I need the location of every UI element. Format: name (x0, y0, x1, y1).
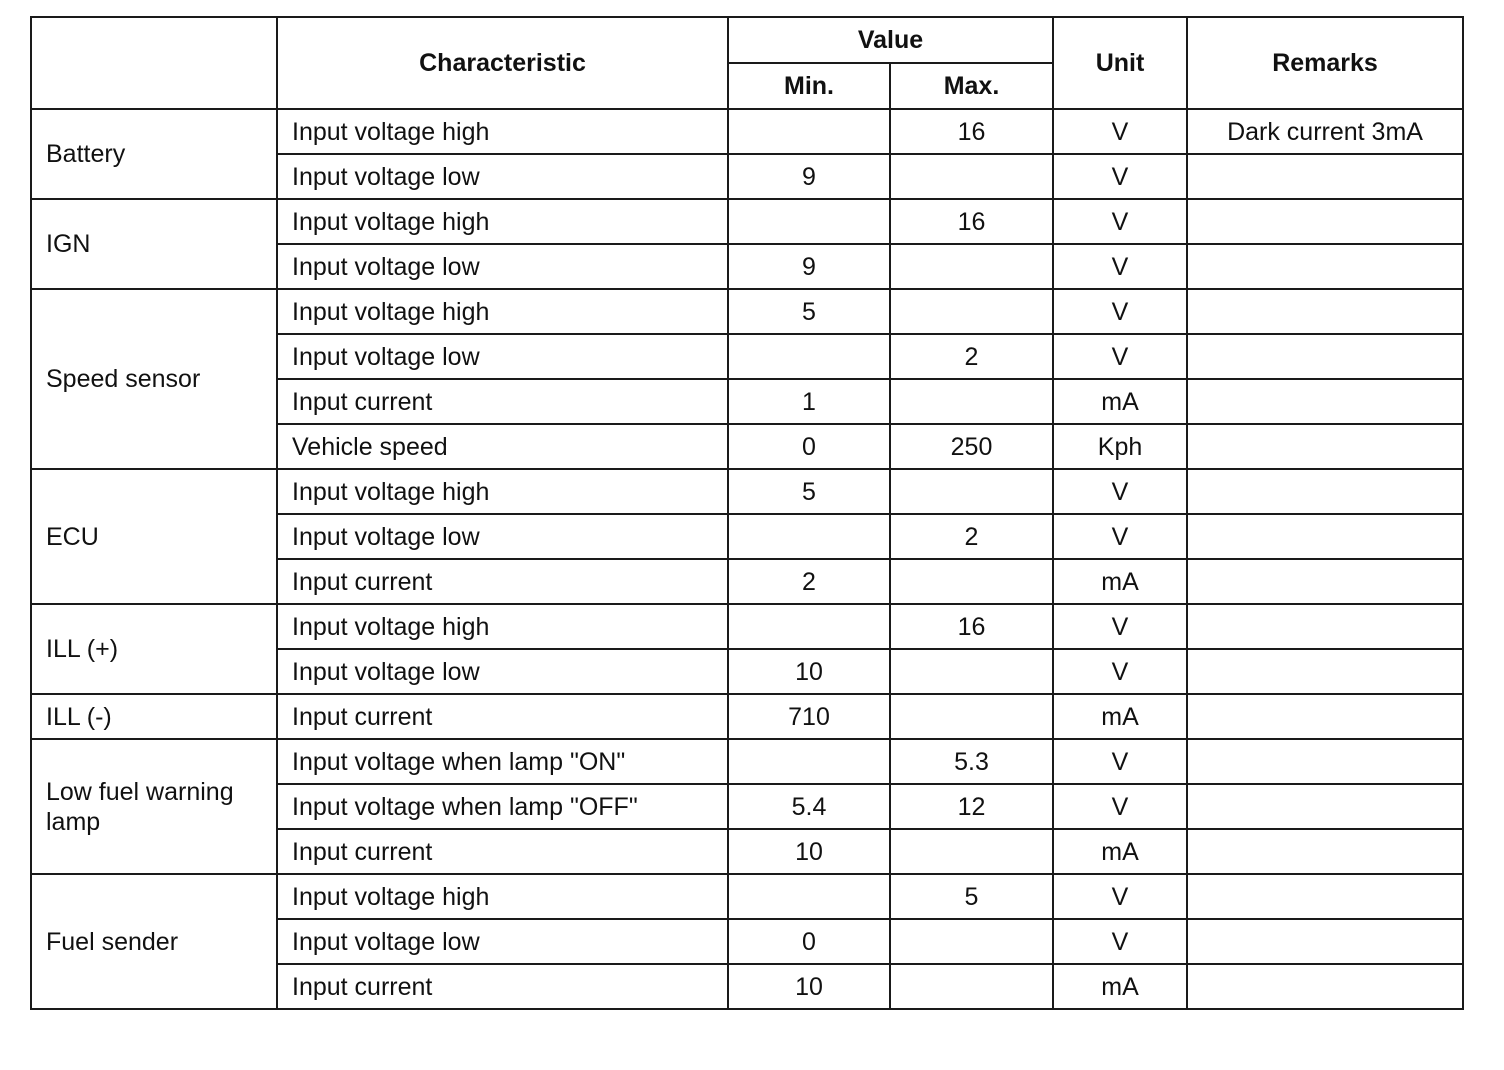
max-cell: 16 (890, 199, 1053, 244)
min-cell (728, 874, 890, 919)
remarks-cell (1187, 289, 1463, 334)
group-label: ILL (-) (31, 694, 277, 739)
min-cell: 9 (728, 244, 890, 289)
unit-cell: V (1053, 109, 1187, 154)
characteristic-cell: Input current (277, 694, 728, 739)
max-cell (890, 919, 1053, 964)
min-cell: 5 (728, 469, 890, 514)
header-unit: Unit (1053, 17, 1187, 109)
header-characteristic: Characteristic (277, 17, 728, 109)
remarks-cell (1187, 919, 1463, 964)
unit-cell: mA (1053, 964, 1187, 1009)
unit-cell: mA (1053, 829, 1187, 874)
max-cell (890, 244, 1053, 289)
remarks-cell (1187, 334, 1463, 379)
min-cell: 9 (728, 154, 890, 199)
group-label: ILL (+) (31, 604, 277, 694)
max-cell: 5.3 (890, 739, 1053, 784)
table-row (31, 604, 1463, 649)
table-header (31, 17, 1463, 109)
group-label: Battery (31, 109, 277, 199)
min-cell (728, 109, 890, 154)
min-cell: 10 (728, 649, 890, 694)
max-cell: 5 (890, 874, 1053, 919)
table-body (31, 109, 1463, 1009)
min-cell: 2 (728, 559, 890, 604)
unit-cell: mA (1053, 379, 1187, 424)
characteristic-cell: Input voltage high (277, 874, 728, 919)
min-cell: 0 (728, 919, 890, 964)
unit-cell: V (1053, 514, 1187, 559)
unit-cell: V (1053, 874, 1187, 919)
characteristic-cell: Input voltage when lamp "ON" (277, 739, 728, 784)
characteristic-cell: Input voltage high (277, 199, 728, 244)
table-row (31, 874, 1463, 919)
remarks-cell (1187, 739, 1463, 784)
remarks-cell (1187, 964, 1463, 1009)
max-cell: 16 (890, 109, 1053, 154)
group-label: Low fuel warning lamp (31, 739, 277, 874)
remarks-cell (1187, 469, 1463, 514)
header-remarks: Remarks (1187, 17, 1463, 109)
characteristic-cell: Input voltage low (277, 334, 728, 379)
unit-cell: V (1053, 739, 1187, 784)
characteristic-cell: Input current (277, 379, 728, 424)
unit-cell: mA (1053, 559, 1187, 604)
table-row (31, 469, 1463, 514)
unit-cell: V (1053, 604, 1187, 649)
group-label: ECU (31, 469, 277, 604)
unit-cell: V (1053, 784, 1187, 829)
characteristic-cell: Input voltage low (277, 154, 728, 199)
remarks-cell (1187, 244, 1463, 289)
remarks-cell (1187, 154, 1463, 199)
table-row (31, 199, 1463, 244)
remarks-cell (1187, 649, 1463, 694)
unit-cell: mA (1053, 694, 1187, 739)
unit-cell: Kph (1053, 424, 1187, 469)
group-label: IGN (31, 199, 277, 289)
characteristic-cell: Input current (277, 829, 728, 874)
characteristic-cell: Input voltage low (277, 514, 728, 559)
unit-cell: V (1053, 469, 1187, 514)
remarks-cell (1187, 559, 1463, 604)
table-row (31, 289, 1463, 334)
max-cell (890, 694, 1053, 739)
min-cell (728, 604, 890, 649)
table-row (31, 694, 1463, 739)
unit-cell: V (1053, 649, 1187, 694)
min-cell (728, 199, 890, 244)
remarks-cell: Dark current 3mA (1187, 109, 1463, 154)
remarks-cell (1187, 604, 1463, 649)
unit-cell: V (1053, 244, 1187, 289)
characteristic-cell: Input voltage low (277, 919, 728, 964)
max-cell (890, 469, 1053, 514)
unit-cell: V (1053, 289, 1187, 334)
header-min: Min. (728, 63, 890, 109)
min-cell: 5.4 (728, 784, 890, 829)
remarks-cell (1187, 694, 1463, 739)
characteristic-cell: Input voltage low (277, 649, 728, 694)
min-cell (728, 739, 890, 784)
characteristic-cell: Vehicle speed (277, 424, 728, 469)
max-cell (890, 649, 1053, 694)
characteristic-cell: Input voltage high (277, 604, 728, 649)
group-label: Fuel sender (31, 874, 277, 1009)
min-cell: 10 (728, 829, 890, 874)
remarks-cell (1187, 874, 1463, 919)
characteristic-cell: Input current (277, 559, 728, 604)
max-cell: 250 (890, 424, 1053, 469)
remarks-cell (1187, 199, 1463, 244)
characteristic-cell: Input current (277, 964, 728, 1009)
characteristic-cell: Input voltage high (277, 109, 728, 154)
max-cell: 12 (890, 784, 1053, 829)
header-value: Value (728, 17, 1053, 63)
header-corner (31, 17, 277, 109)
min-cell: 5 (728, 289, 890, 334)
min-cell: 10 (728, 964, 890, 1009)
max-cell: 16 (890, 604, 1053, 649)
remarks-cell (1187, 514, 1463, 559)
max-cell (890, 154, 1053, 199)
spec-table (30, 16, 1464, 1010)
min-cell: 1 (728, 379, 890, 424)
header-max: Max. (890, 63, 1053, 109)
unit-cell: V (1053, 154, 1187, 199)
characteristic-cell: Input voltage high (277, 469, 728, 514)
remarks-cell (1187, 784, 1463, 829)
unit-cell: V (1053, 334, 1187, 379)
min-cell (728, 334, 890, 379)
remarks-cell (1187, 829, 1463, 874)
max-cell (890, 289, 1053, 334)
table-row (31, 739, 1463, 784)
group-label: Speed sensor (31, 289, 277, 469)
characteristic-cell: Input voltage high (277, 289, 728, 334)
max-cell: 2 (890, 334, 1053, 379)
max-cell (890, 379, 1053, 424)
unit-cell: V (1053, 199, 1187, 244)
remarks-cell (1187, 379, 1463, 424)
min-cell: 710 (728, 694, 890, 739)
table-row (31, 109, 1463, 154)
characteristic-cell: Input voltage low (277, 244, 728, 289)
max-cell (890, 829, 1053, 874)
max-cell (890, 964, 1053, 1009)
unit-cell: V (1053, 919, 1187, 964)
min-cell: 0 (728, 424, 890, 469)
min-cell (728, 514, 890, 559)
remarks-cell (1187, 424, 1463, 469)
max-cell (890, 559, 1053, 604)
characteristic-cell: Input voltage when lamp "OFF" (277, 784, 728, 829)
max-cell: 2 (890, 514, 1053, 559)
